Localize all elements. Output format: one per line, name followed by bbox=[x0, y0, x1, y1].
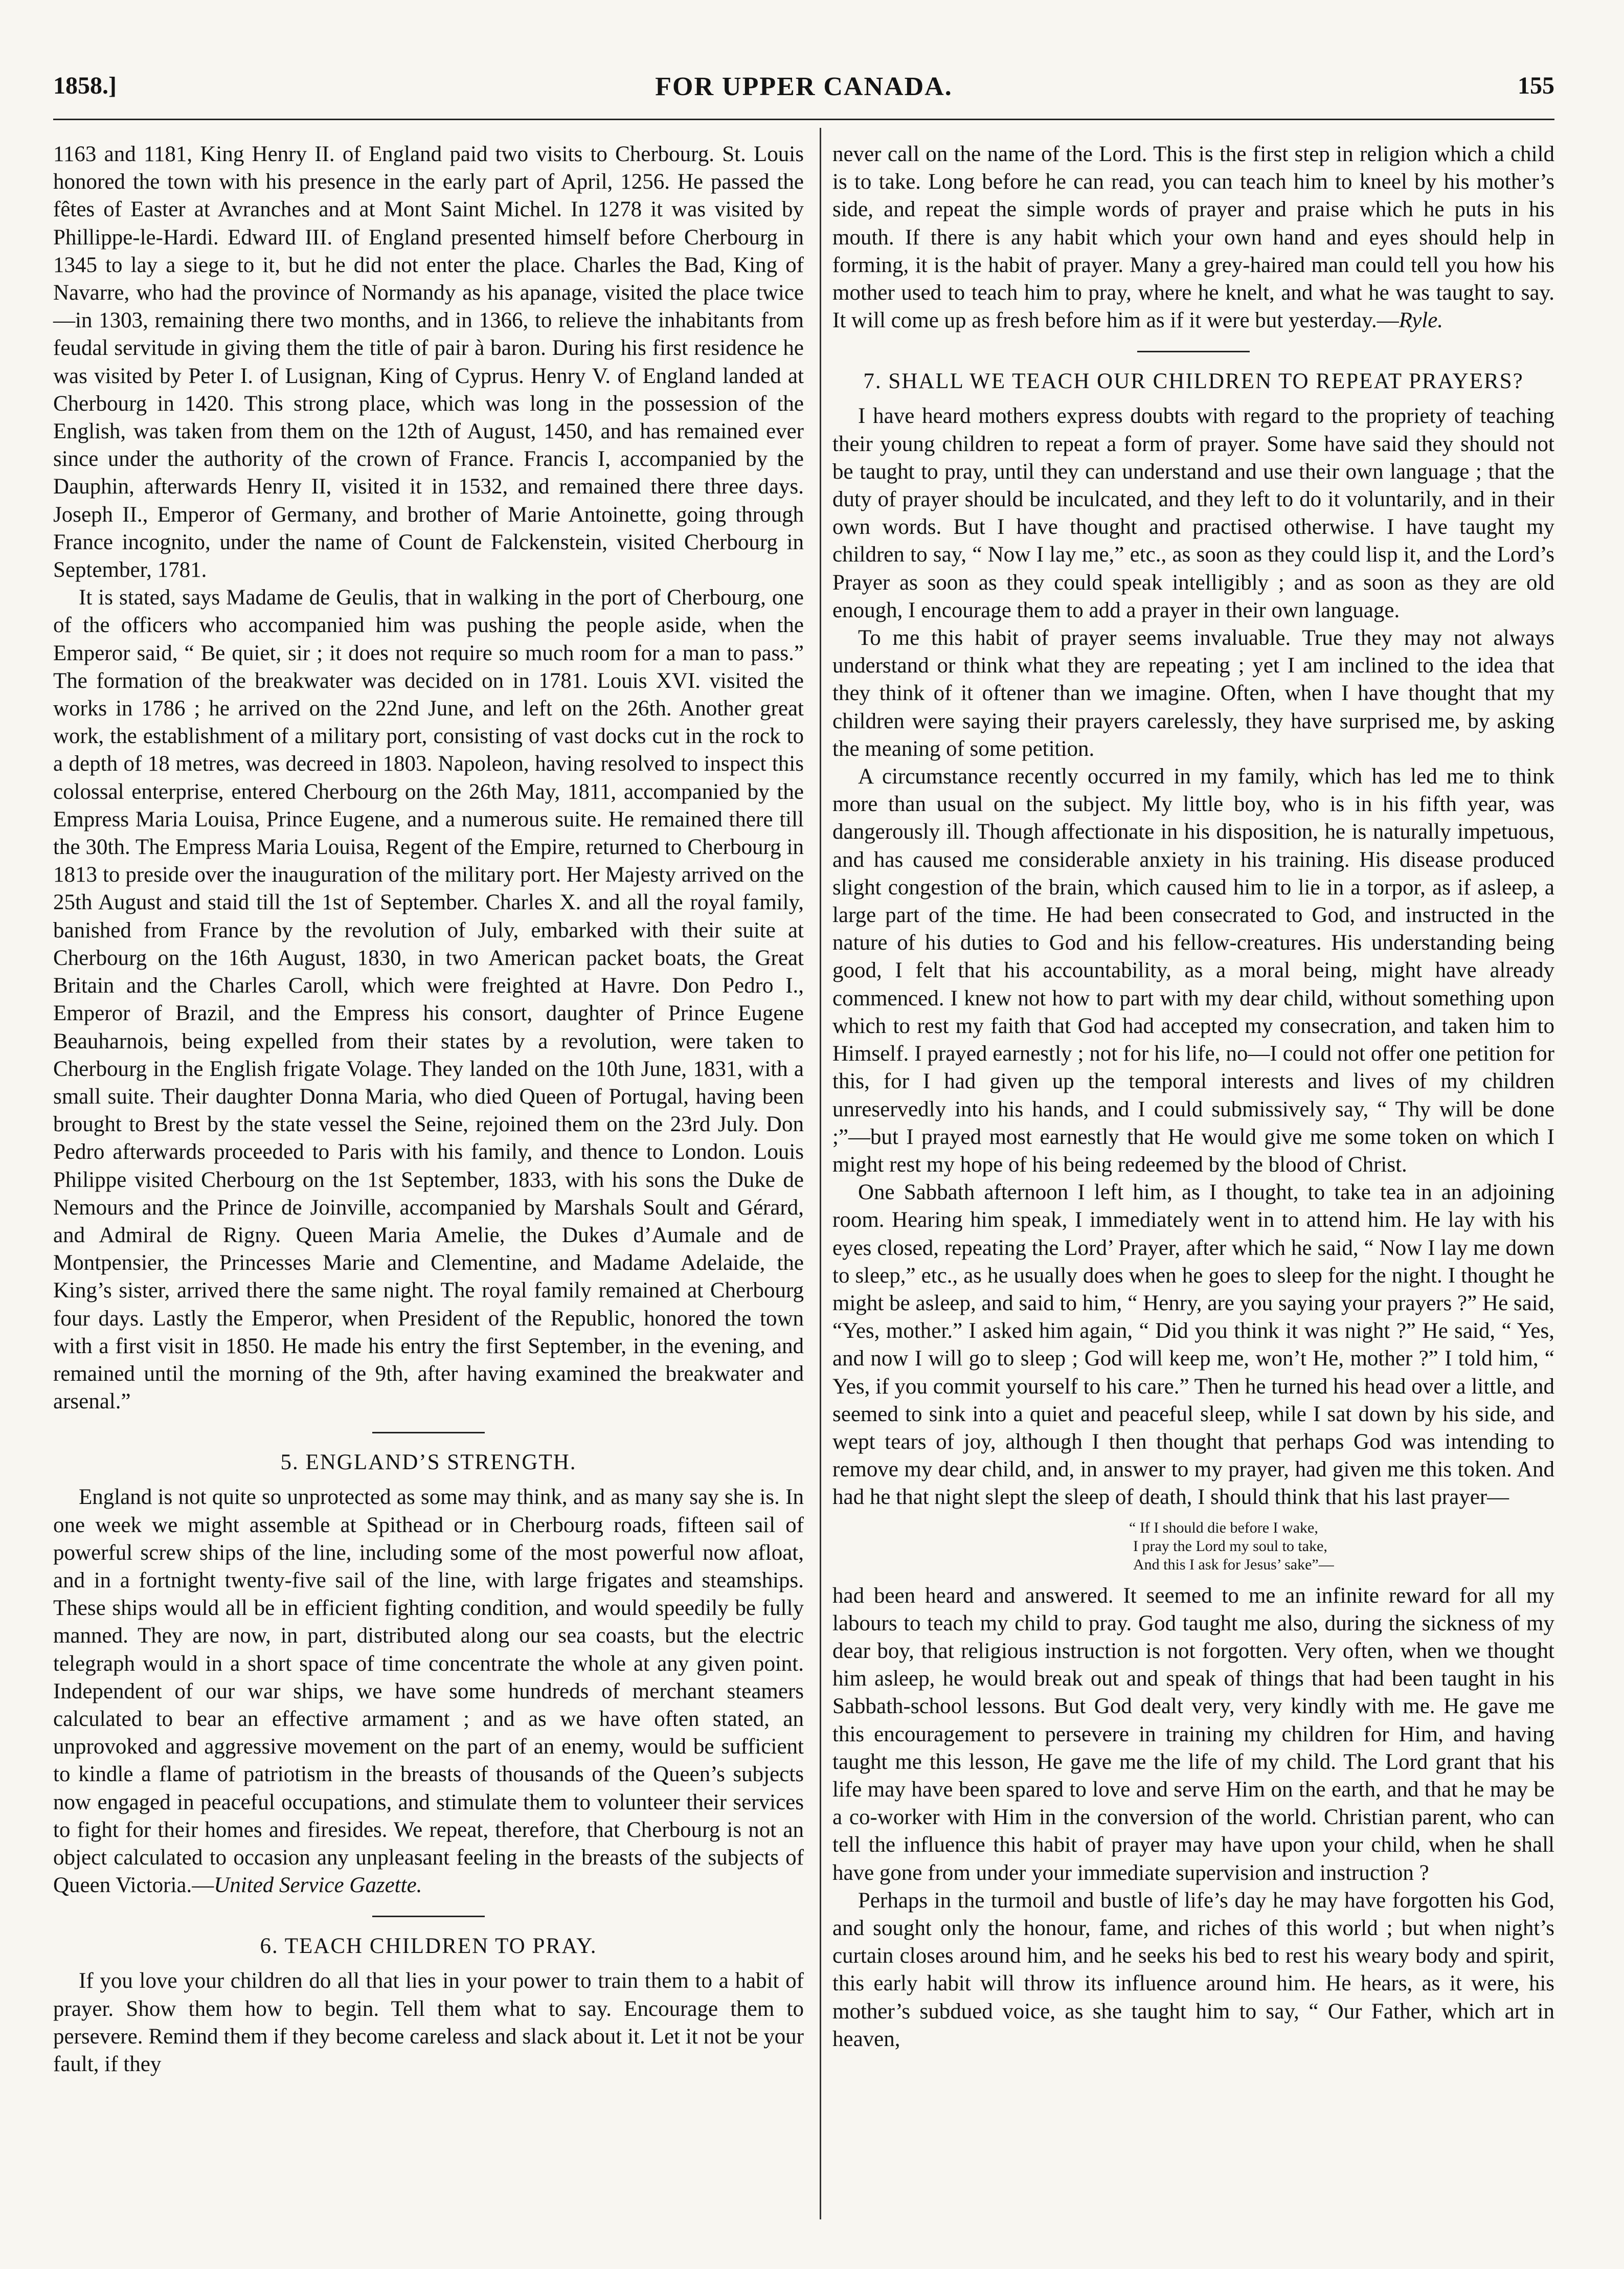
poem-quote bbox=[1129, 1519, 1554, 1574]
paragraph: To me this habit of prayer seems invaluable. True they may not always understand or think what they are repeating ; yet I am inclined to the idea that they think of it oftener than we imagine. Often, when I have thought that my children were saying their prayers carelessly, they have surprised me, by asking the meaning of some petition. bbox=[832, 626, 1554, 761]
section-6-attribution: Ryle. bbox=[1399, 308, 1443, 333]
section-heading-7: 7. SHALL WE TEACH OUR CHILDREN TO REPEAT PRAYERS? bbox=[863, 369, 1524, 394]
paragraph bbox=[832, 141, 1554, 334]
left-column bbox=[53, 141, 804, 2078]
section-rule bbox=[1137, 351, 1250, 352]
section-6-continued: never call on the name of the Lord. This is the first step in religion which a child is to take. Long before he can read, you can teach him to kneel by his mother’s side, and repeat the simple words of prayer and praise which he puts in his mouth. If there is any habit which your own hand and eyes should help in forming, it is the habit of prayer. Many a grey-haired man could tell you how his mother used to teach him to pray, where he knelt, and what he was taught to say. It will come up as fresh before him as if it were but yesterday.— bbox=[832, 142, 1554, 333]
section-5-attribution: United Service Gazette. bbox=[214, 1873, 422, 1898]
page-header bbox=[53, 66, 1554, 113]
section-heading-5: 5. ENGLAND’S STRENGTH. bbox=[280, 1450, 577, 1475]
poem-line: And this I ask for Jesus’ sake”— bbox=[1133, 1556, 1334, 1573]
running-title: FOR UPPER CANADA. bbox=[655, 72, 953, 101]
paragraph: If you love your children do all that lies in your power to train them to a habit of prayer. Show them how to begin. Tell them what to say. Encourage them to persevere. Remind them if they become careless and slack about it. Let it not be your fault, if they bbox=[53, 1969, 804, 2076]
paragraph: One Sabbath afternoon I left him, as I thought, to take tea in an adjoining room. Hearing him speak, I immediately went in to attend him. He lay with his eyes closed, repeating the Lord’ Prayer, after which he said, “ Now I lay me down to sleep,” etc., as he usually does when he goes to sleep for the night. I thought he might be asleep, and said to him, “ Henry, are you saying your prayers ?” He said, “Yes, mother.” I asked him again, “ Did you think it was night ?” He said, “ Yes, and now I will go to sleep ; God will keep me, won’t He, mother ?” I told him, “ Yes, if you commit yourself to his care.” Then he turned his head over a little, and seemed to sink into a quiet and peaceful sleep, while I sat down by his side, and wept tears of joy, although I then thought that perhaps God was intending to remove my dear child, and, in answer to my prayer, had given me this token. And had he that night slept the sleep of death, I should think that his last prayer— bbox=[832, 1180, 1554, 1510]
paragraph: had been heard and answered. It seemed to me an infinite reward for all my labours to teach my child to pray. God taught me also, during the sickness of my dear boy, that religious instruction is not forgotten. Very often, when we thought him asleep, he would break out and speak of things that had been taught in his Sabbath-school lessons. But God dealt very, very kindly with me. He gave me this encouragement to persevere in training my children for Him, and having taught me this lesson, He gave me the life of my child. The Lord grant that his life may have been spared to love and serve Him on the earth, and that he may be a co-worker with Him in the conversion of the world. Christian parent, who can tell the influence this habit of prayer may have upon your child, when he shall have gone from under your immediate supervision and instruction ? bbox=[832, 1583, 1554, 1885]
paragraph: A circumstance recently occurred in my family, which has led me to think more than usual on the subject. My little boy, who is in his fifth year, was dangerously ill. Though affectionate in his disposition, he is naturally impetuous, and has caused me considerable anxiety in his training. His disease produced slight congestion of the brain, which caused him to lie in a torpor, as if asleep, a large part of the time. He had been consecrated to God, and instructed in the nature of his duties to God and his fellow-creatures. His understanding being good, I felt that his accountability, as a moral being, might have already commenced. I knew not how to part with my dear child, without something upon which to rest my faith that God had accepted my consecration, and taken him to Himself. I prayed earnestly ; not for his life, no—I could not offer one petition for this, for I had given up the temporal interests and lives of my children unreservedly into his hands, and I could submissively say, “ Thy will be done ;”—but I prayed most earnestly that He would give me some token on which I might rest my hope of his being redeemed by the blood of Christ. bbox=[832, 765, 1554, 1177]
section-heading-6: 6. TEACH CHILDREN TO PRAY. bbox=[260, 1934, 597, 1959]
paragraph: Perhaps in the turmoil and bustle of life’s day he may have forgotten his God, and sought only the honour, fame, and riches of this world ; but when night’s curtain closes around him, and he seeks his bed to rest his weary body and spirit, this early habit will throw its influence around him. He hears, as it were, his mother’s subdued voice, as she taught him to say, “ Our Father, which art in heaven, bbox=[832, 1888, 1554, 2051]
right-column bbox=[832, 141, 1554, 2053]
header-year: 1858.] bbox=[53, 72, 117, 99]
header-rule bbox=[53, 119, 1554, 120]
paragraph: I have heard mothers express doubts with regard to the propriety of teaching their young children to repeat a form of prayer. Some have said they should not be taught to pray, until they can understand and use their own language ; that the duty of prayer should be inculcated, and they left to do it voluntarily, and in their own words. But I have thought and practised otherwise. I have taught my children to say, “ Now I lay me,” etc., as soon as they could lisp it, and the Lord’s Prayer as soon as they could speak intelligibly ; and as soon as they are old enough, I encourage them to add a prayer in their own language. bbox=[832, 404, 1554, 622]
section-5-text: England is not quite so unprotected as some may think, and as many say she is. In one week we might assemble at Spithead or in Cherbourg roads, fifteen sail of powerful screw ships of the line, including some of the most powerful now afloat, and in a fortnight twenty-five sail of the line, with large frigates and steamships. These ships would all be in efficient fighting condition, and would speedily be fully manned. They are now, in part, distributed along our sea coasts, but the electric telegraph would in a short space of time concentrate the whole at any given point. Independent of our war ships, we have some hundreds of merchant steamers calculated to bear an effective armament ; and as we have often stated, an unprovoked and aggressive movement on the part of an enemy, would be sufficient to kindle a flame of patriotism in the breasts of thousands of the Queen’s subjects now engaged in peaceful occupations, and stimulate them to volunteer their services to fight for their homes and firesides. We repeat, therefore, that Cherbourg is not an object calculated to occasion any unpleasant feeling in the breasts of the subjects of Queen Victoria.— bbox=[53, 1485, 804, 1898]
column-divider bbox=[820, 128, 821, 2219]
section-rule bbox=[372, 1432, 485, 1433]
section-rule bbox=[372, 1916, 485, 1917]
paragraph: 1163 and 1181, King Henry II. of England paid two visits to Cherbourg. St. Louis honored the town with his presence in the early part of April, 1256. He passed the fêtes of Easter at Avranches and at Mont Saint Michel. In 1278 it was visited by Phillippe-le-Hardi. Edward III. of England presented himself before Cherbourg in 1345 to lay a siege to it, but he did not enter the place. Charles the Bad, King of Navarre, who had the province of Normandy as his apanage, visited the place twice—in 1303, remaining there two months, and in 1366, to relieve the inhabitants from feudal servitude in giving them the title of pair à baron. During his first residence he was visited by Peter I. of Lusignan, King of Cyprus. Henry V. of England landed at Cherbourg in 1420. This strong place, which was long in the possession of the English, was taken from them on the 12th of August, 1450, and has remained ever since under the authority of the crown of France. Francis I, accompanied by the Dauphin, afterwards Henry II, visited it in 1532, and remained there three days. Joseph II., Emperor of Germany, and brother of Marie Antoinette, going through France incognito, under the name of Count de Falckenstein, visited Cherbourg in September, 1781. bbox=[53, 142, 804, 582]
poem-line: “ If I should die before I wake, bbox=[1129, 1519, 1318, 1536]
poem-line: I pray the Lord my soul to take, bbox=[1133, 1537, 1327, 1555]
paragraph bbox=[53, 1484, 804, 1899]
page-number: 155 bbox=[1518, 72, 1554, 99]
paragraph: It is stated, says Madame de Geulis, that in walking in the port of Cherbourg, one of the officers who accompanied him was pushing the people aside, when the Emperor said, “ Be quiet, sir ; it does not require so much room for a man to pass.” The formation of the breakwater was decided on in 1781. Louis XVI. visited the works in 1786 ; he arrived on the 22nd June, and left on the 26th. Another great work, the establishment of a military port, consisting of vast docks cut in the rock to a depth of 18 metres, was decreed in 1803. Napoleon, having resolved to inspect this colossal enterprise, entered Cherbourg on the 26th May, 1811, accompanied by the Empress Maria Louisa, Prince Eugene, and a numerous suite. He remained there till the 30th. The Empress Maria Louisa, Regent of the Empire, returned to Cherbourg in 1813 to preside over the inauguration of the military port. Her Majesty arrived on the 25th August and staid till the 1st of September. Charles X. and all the royal family, banished from France by the revolution of July, embarked with their suite at Cherbourg on the 16th August, 1830, in two American packet boats, the Great Britain and the Charles Caroll, which were freighted at Havre. Don Pedro I., Emperor of Brazil, and the Empress his consort, daughter of Prince Eugene Beauharnois, being expelled from their states by a revolution, were taken to Cherbourg in the English frigate Volage. They landed on the 10th June, 1831, with a small suite. Their daughter Donna Maria, who died Queen of Portugal, having been brought to Brest by the state vessel the Seine, rejoined them on the 23rd July. Don Pedro afterwards proceeded to Paris with his family, and thence to London. Louis Philippe visited Cherbourg on the 1st September, 1833, with his sons the Duke de Nemours and the Prince de Joinville, accompanied by Marshals Soult and Gérard, and Admiral de Rigny. Queen Maria Amelie, the Dukes d’Aumale and de Montpensier, the Princesses Marie and Clementine, and Madame Adelaide, the King’s sister, arrived there the same night. The royal family remained at Cherbourg four days. Lastly the Emperor, when President of the Republic, honored the town with a first visit in 1850. He made his entry the first September, in the evening, and remained until the morning of the 9th, after having examined the breakwater and arsenal.” bbox=[53, 586, 804, 1414]
